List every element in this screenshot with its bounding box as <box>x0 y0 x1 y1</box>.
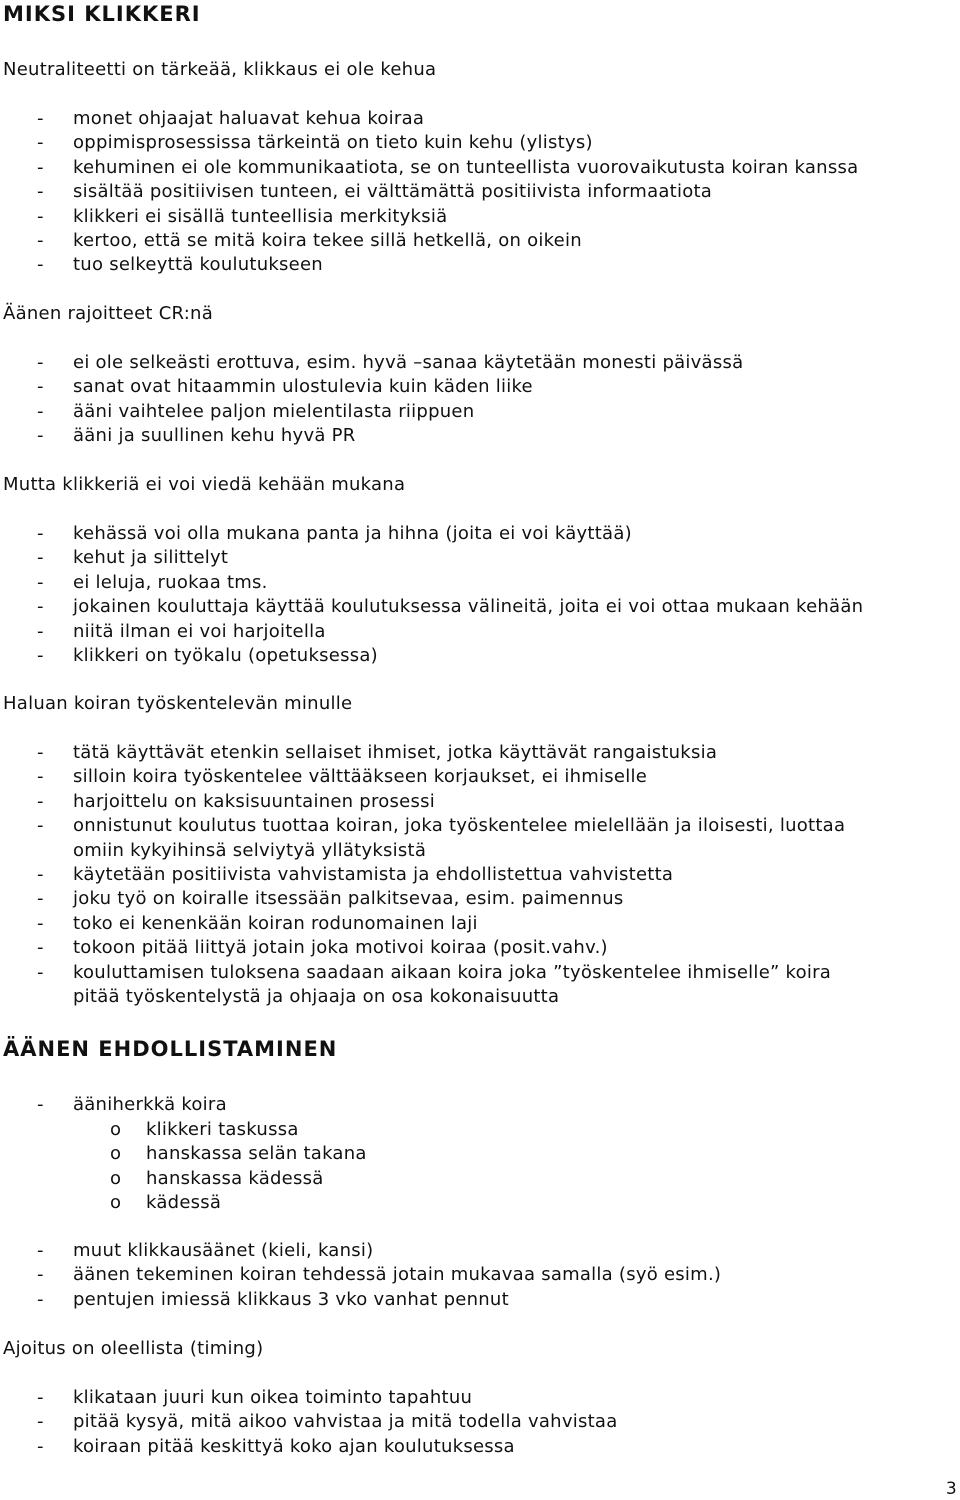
section-heading-neutrality: Neutraliteetti on tärkeää, klikkaus ei ole kehua <box>3 59 437 80</box>
list-item: - klikkeri on työkalu (opetuksessa) <box>0 644 863 668</box>
dash-marker: - <box>37 937 44 959</box>
list-item: - kertoo, että se mitä koira tekee sillä hetkellä, on oikein <box>0 229 858 253</box>
sub-list-item: o klikkeri taskussa <box>0 1118 367 1142</box>
list-item: - kouluttamisen tuloksena saadaan aikaan koira joka ”työskentelee ihmiselle” koira <box>0 961 845 985</box>
dash-marker: - <box>37 742 44 763</box>
bullet-list-voice-limits <box>0 351 743 449</box>
list-item: - pitää kysyä, mitä aikoo vahvistaa ja mitä todella vahvistaa <box>0 1410 617 1434</box>
list-item: - äänen tekeminen koiran tehdessä jotain mukavaa samalla (syö esim.) <box>0 1263 721 1287</box>
list-item: - kehässä voi olla mukana panta ja hihna (joita ei voi käyttää) <box>0 522 863 546</box>
dash-marker: - <box>37 1240 44 1261</box>
list-item: - ääni ja suullinen kehu hyvä PR <box>0 424 743 448</box>
dash-marker: - <box>37 815 44 837</box>
list-item: - koiraan pitää keskittyä koko ajan koulutuksessa <box>0 1435 617 1459</box>
list-item: - kehut ja silittelyt <box>0 546 863 570</box>
dash-marker: - <box>37 620 44 642</box>
list-item: - toko ei kenenkään koiran rodunomainen laji <box>0 912 845 936</box>
section-heading-voice-limits: Äänen rajoitteet CR:nä <box>3 303 213 324</box>
section-title-conditioning: ÄÄNEN EHDOLLISTAMINEN <box>3 1037 338 1061</box>
dash-marker: - <box>37 790 44 812</box>
dash-marker: - <box>37 181 44 203</box>
sub-list-item: o hanskassa kädessä <box>0 1167 367 1191</box>
circle-bullet: o <box>110 1192 122 1214</box>
list-item-continuation: pitää työskentelystä ja ohjaaja on osa kokonaisuutta <box>73 986 560 1008</box>
dash-marker: - <box>37 1094 44 1115</box>
section-heading-timing: Ajoitus on oleellista (timing) <box>3 1338 264 1359</box>
dash-marker: - <box>37 571 44 593</box>
sub-list-conditioning <box>0 1118 367 1216</box>
list-item: - tokoon pitää liittyä jotain joka motivoi koiraa (posit.vahv.) <box>0 936 845 960</box>
list-item: - ei ole selkeästi erottuva, esim. hyvä –sanaa käytetään monesti päivässä <box>0 351 743 375</box>
dash-marker: - <box>37 766 44 788</box>
bullet-list-neutrality <box>0 107 858 278</box>
list-item: - kehuminen ei ole kommunikaatiota, se on tunteellista vuorovaikutusta koiran kanssa <box>0 156 858 180</box>
dash-marker: - <box>37 1435 44 1457</box>
list-item: - jokainen kouluttaja käyttää koulutuksessa välineitä, joita ei voi ottaa mukaan kehään <box>0 595 863 619</box>
dash-marker: - <box>37 1411 44 1433</box>
dash-marker: - <box>37 108 44 129</box>
dash-marker: - <box>37 1387 44 1408</box>
circle-bullet: o <box>110 1119 122 1140</box>
list-item: - käytetään positiivista vahvistamista ja ehdollistettua vahvistetta <box>0 863 845 887</box>
list-item-continuation: omiin kykyihinsä selviytyä yllätyksistä <box>73 839 427 861</box>
bullet-list-conditioning-more <box>0 1239 721 1312</box>
list-item: - silloin koira työskentelee välttääkseen korjaukset, ei ihmiselle <box>0 765 845 789</box>
list-item: - klikataan juuri kun oikea toiminto tapahtuu <box>0 1386 617 1410</box>
dash-marker: - <box>37 1264 44 1286</box>
dash-marker: - <box>37 254 44 276</box>
circle-bullet: o <box>110 1143 122 1165</box>
document-title: MIKSI KLIKKERI <box>3 2 201 26</box>
dash-marker: - <box>37 596 44 618</box>
sub-list-item: o hanskassa selän takana <box>0 1142 367 1166</box>
dash-marker: - <box>37 645 44 667</box>
list-item: - ääniherkkä koira <box>0 1093 227 1117</box>
sub-list-item: o kädessä <box>0 1191 367 1215</box>
dash-marker: - <box>37 352 44 373</box>
list-item: - onnistunut koulutus tuottaa koiran, joka työskentelee mielellään ja iloisesti, luottaa <box>0 814 845 838</box>
dash-marker: - <box>37 912 44 934</box>
list-item: - ääni vaihtelee paljon mielentilasta riippuen <box>0 400 743 424</box>
section-heading-work-for-me: Haluan koiran työskentelevän minulle <box>3 693 353 714</box>
dash-marker: - <box>37 888 44 910</box>
dash-marker: - <box>37 230 44 252</box>
list-item: - sanat ovat hitaammin ulostulevia kuin käden liike <box>0 375 743 399</box>
list-item: - tätä käyttävät etenkin sellaiset ihmiset, jotka käyttävät rangaistuksia <box>0 741 845 765</box>
list-item: - niitä ilman ei voi harjoitella <box>0 620 863 644</box>
list-item: - muut klikkausäänet (kieli, kansi) <box>0 1239 721 1263</box>
list-item: - oppimisprosessissa tärkeintä on tieto kuin kehu (ylistys) <box>0 131 858 155</box>
list-item: - monet ohjaajat haluavat kehua koiraa <box>0 107 858 131</box>
dash-marker: - <box>37 400 44 422</box>
dash-marker: - <box>37 205 44 227</box>
list-item: - ei leluja, ruokaa tms. <box>0 571 863 595</box>
list-item: - klikkeri ei sisällä tunteellisia merkityksiä <box>0 205 858 229</box>
bullet-list-work-for-me <box>0 741 845 1009</box>
dash-marker: - <box>37 961 44 983</box>
dash-marker: - <box>37 547 44 569</box>
dash-marker: - <box>37 132 44 154</box>
list-item: - harjoittelu on kaksisuuntainen prosessi <box>0 790 845 814</box>
dash-marker: - <box>37 376 44 398</box>
dash-marker: - <box>37 864 44 886</box>
page-number: 3 <box>945 1479 957 1499</box>
bullet-list-show-ring <box>0 522 863 668</box>
dash-marker: - <box>37 523 44 544</box>
list-item: - pentujen imiessä klikkaus 3 vko vanhat pennut <box>0 1288 721 1312</box>
dash-marker: - <box>37 156 44 178</box>
section-heading-show-ring: Mutta klikkeriä ei voi viedä kehään mukana <box>3 474 406 495</box>
list-item: - joku työ on koiralle itsessään palkitsevaa, esim. paimennus <box>0 887 845 911</box>
bullet-list-timing <box>0 1386 617 1459</box>
bullet-list-conditioning <box>0 1093 227 1117</box>
dash-marker: - <box>37 425 44 447</box>
list-item: - tuo selkeyttä koulutukseen <box>0 253 858 277</box>
list-item: - sisältää positiivisen tunteen, ei välttämättä positiivista informaatiota <box>0 180 858 204</box>
dash-marker: - <box>37 1288 44 1310</box>
circle-bullet: o <box>110 1167 122 1189</box>
